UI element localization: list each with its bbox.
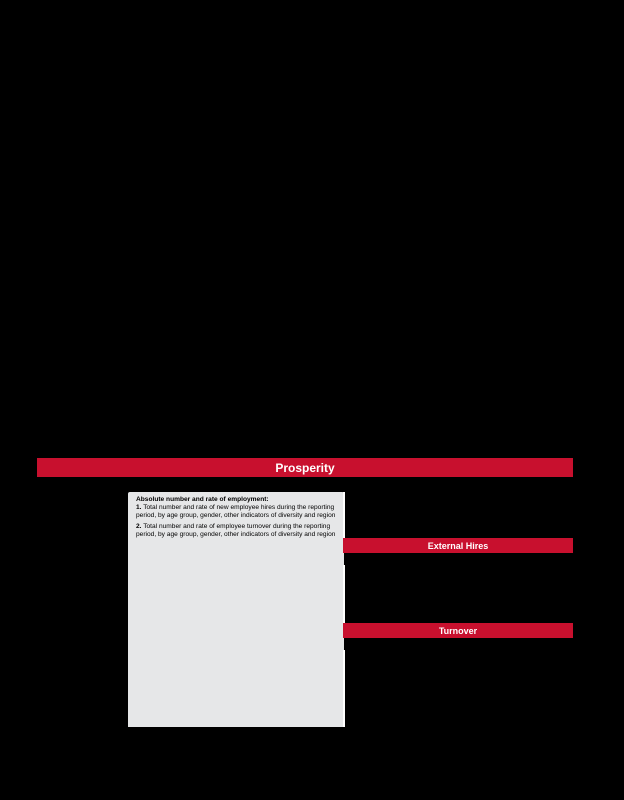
external-hires-label-bar bbox=[343, 538, 573, 553]
disclosure-item-text: Total number and rate of new employee hires during the reporting period, by age group, gender, other indicators of diversity and region bbox=[136, 504, 336, 519]
panel-tab-middle bbox=[343, 565, 345, 623]
turnover-label-bar bbox=[343, 623, 573, 638]
external-hires-label: External Hires bbox=[427, 540, 489, 551]
disclosure-panel bbox=[128, 492, 344, 727]
disclosure-item-number: 2. bbox=[136, 523, 142, 530]
disclosure-item-1 bbox=[136, 504, 336, 520]
turnover-label: Turnover bbox=[438, 625, 478, 636]
section-banner-prosperity bbox=[37, 458, 573, 477]
disclosure-item-2 bbox=[136, 523, 336, 539]
section-title: Prosperity bbox=[275, 460, 335, 475]
disclosure-item-number: 1. bbox=[136, 504, 142, 511]
disclosure-title: Absolute number and rate of employment: bbox=[136, 496, 269, 503]
panel-tab-lower bbox=[343, 650, 345, 727]
panel-tab-upper bbox=[343, 492, 345, 538]
disclosure-item-text: Total number and rate of employee turnover during the reporting period, by age group, gender, other indicators of diversity and region bbox=[136, 523, 336, 538]
